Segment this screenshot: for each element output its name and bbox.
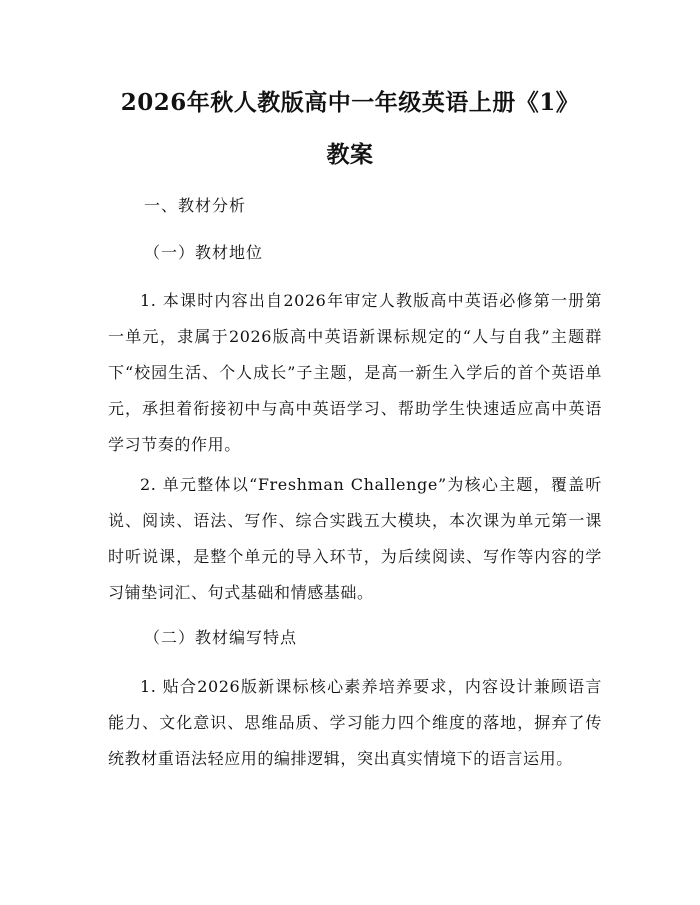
document-title-line1: 2026年秋人教版高中一年级英语上册《1》	[120, 89, 580, 116]
subsection-heading-compilation-features: （二）教材编写特点	[144, 628, 298, 647]
paragraph-features-1: 1. 贴合2026版新课标核心素养培养要求，内容设计兼顾语言能力、文化意识、思维品质、学习能力四个维度的落地，摒弃了传统教材重语法轻应用的编排逻辑，突出真实情境下的语言运用。	[108, 677, 602, 768]
document-title-line2: 教案	[326, 141, 374, 168]
paragraph-position-2: 2. 单元整体以“Freshman Challenge”为核心主题，覆盖听说、阅读、语法、写作、综合实践五大模块，本次课为单元第一课时听说课，是整个单元的导入环节，为后续阅读、写作等内容的学习铺垫词汇、句式基础和情感基础。	[108, 475, 602, 602]
subsection-heading-textbook-position: （一）教材地位	[144, 243, 264, 262]
section-heading-textbook-analysis: 一、教材分析	[144, 196, 247, 215]
paragraph-position-1: 1. 本课时内容出自2026年审定人教版高中英语必修第一册第一单元，隶属于2026版高中英语新课标规定的“人与自我”主题群下“校园生活、个人成长”子主题，是高一新生入学后的首个英语单元，承担着衔接初中与高中英语学习、帮助学生快速适应高中英语学习节奏的作用。	[108, 291, 602, 454]
